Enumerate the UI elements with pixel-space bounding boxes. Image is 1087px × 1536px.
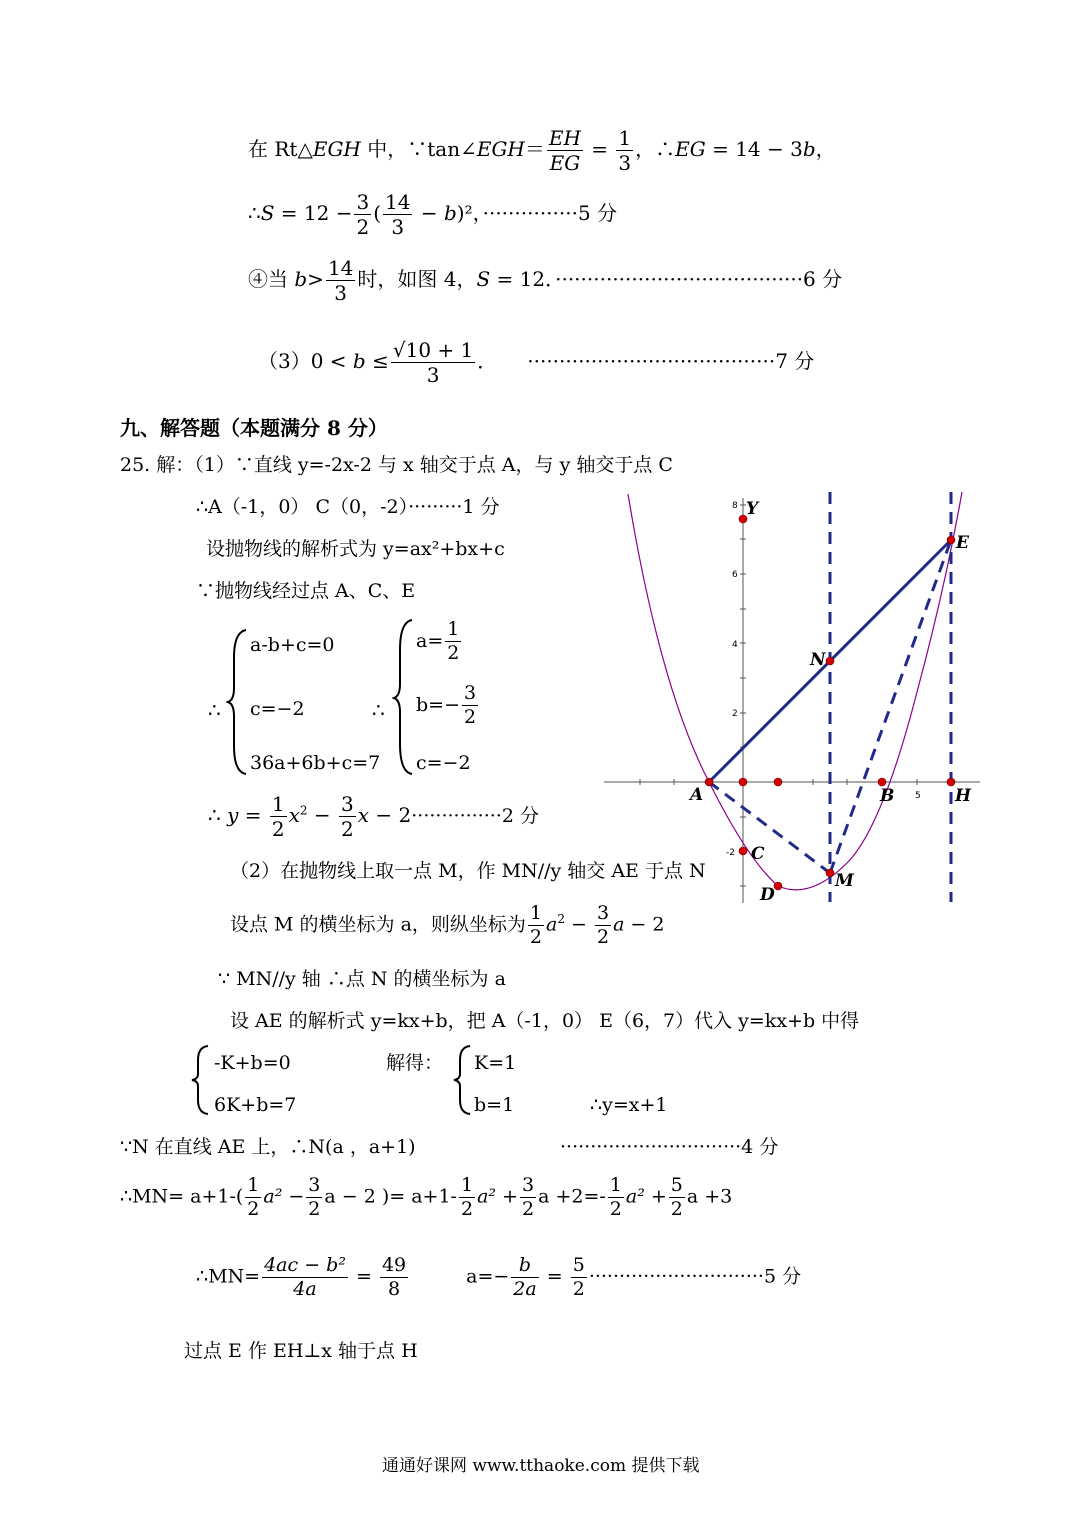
point-x1	[774, 778, 782, 786]
fraction	[608, 1176, 624, 1219]
numerator: 3	[596, 902, 610, 924]
denominator: EG	[549, 151, 581, 175]
numerator: 5	[670, 1174, 683, 1196]
numerator: 3	[521, 1174, 535, 1196]
denominator: 4a	[293, 1278, 317, 1300]
score: ·······································6 分	[555, 267, 843, 291]
text: =	[584, 137, 615, 161]
text: ＝	[524, 137, 545, 161]
fraction	[462, 684, 478, 727]
numerator: √10 + 1	[392, 338, 474, 362]
text: −	[414, 201, 444, 225]
label-D: D	[760, 885, 775, 905]
brace-3	[190, 1044, 212, 1116]
numerator: 1	[271, 792, 285, 816]
part2-M	[230, 904, 664, 947]
label-Y: Y	[746, 499, 759, 519]
sys4-eq2: b=1	[474, 1094, 515, 1116]
text: >	[307, 267, 324, 291]
numerator: 1	[609, 1174, 622, 1196]
label-E: E	[956, 533, 969, 553]
tick-label-ym2: -2	[726, 848, 735, 858]
text: a − 2 )= a+1-	[324, 1185, 457, 1208]
denominator: 2	[271, 817, 285, 841]
numerator: 14	[327, 256, 354, 280]
text: a +3	[686, 1185, 733, 1208]
N-on-AE: ∵N 在直线 AE 上，∴N(a ，a+1)	[120, 1136, 416, 1158]
score: ···············5 分	[482, 201, 618, 225]
label-A: A	[690, 785, 704, 805]
numerator: 1	[460, 1174, 474, 1196]
point-H	[947, 778, 955, 786]
sys1-prefix: ∴	[208, 698, 221, 722]
text: a=−	[466, 1265, 510, 1288]
numerator: 1	[529, 902, 542, 924]
text: EGH	[476, 137, 525, 161]
text: b=−	[416, 694, 461, 716]
text: b	[294, 267, 308, 291]
text: b	[352, 349, 366, 373]
sys2-a	[416, 620, 463, 663]
score: ···············2 分	[411, 805, 539, 827]
fraction	[571, 1256, 587, 1299]
q25-through: ∵抛物线经过点 A、C、E	[196, 580, 416, 602]
text: =	[540, 1265, 569, 1288]
text: )²，	[456, 201, 483, 225]
numerator: 3	[356, 190, 370, 214]
denominator: 2	[670, 1198, 683, 1220]
text: 设点 M 的横坐标为 a，则纵坐标为	[230, 913, 526, 936]
text: ∴MN=	[196, 1265, 261, 1288]
text: S	[476, 267, 491, 291]
fraction	[245, 1176, 261, 1219]
denominator: 2	[356, 215, 370, 239]
text: ，∴	[635, 137, 676, 161]
text: S	[260, 201, 275, 225]
parabola-equation	[208, 794, 539, 839]
label-N: N	[810, 650, 826, 670]
text: EG	[675, 137, 706, 161]
fraction	[306, 1176, 322, 1219]
brace-1	[226, 628, 250, 776]
text: （3）0 <	[258, 349, 353, 373]
point-E	[947, 536, 955, 544]
fraction	[326, 258, 355, 303]
fraction	[262, 1256, 348, 1299]
N-score: ······························4 分	[560, 1136, 779, 1158]
fraction	[391, 340, 475, 385]
fraction	[520, 1176, 536, 1219]
MN-max	[196, 1256, 801, 1299]
text: EGH	[312, 137, 361, 161]
denominator: 8	[387, 1278, 401, 1300]
tick-label-y8: 8	[732, 501, 738, 511]
fraction	[270, 794, 287, 839]
numerator: 1	[447, 618, 460, 640]
denominator: 3	[391, 215, 405, 239]
sys1-eq1: a-b+c=0	[250, 634, 335, 656]
footer: 通通好课网 www.tthaoke.com 提供下载	[382, 1456, 700, 1476]
parabola-curve	[628, 492, 962, 890]
denominator: 2a	[513, 1278, 537, 1300]
label-C: C	[751, 844, 765, 864]
point-O	[739, 778, 747, 786]
fraction	[528, 904, 544, 947]
sys3-eq2: 6K+b=7	[214, 1094, 297, 1116]
tick-label-x5: 5	[915, 791, 921, 801]
score: ·······································7 分	[527, 349, 815, 373]
text: = 14 − 3	[705, 137, 803, 161]
denominator: 2	[460, 1198, 474, 1220]
sys2-b	[416, 684, 480, 727]
text: b	[443, 201, 457, 225]
text: a +2=-	[538, 1185, 606, 1208]
solve-label: 解得：	[386, 1052, 444, 1074]
fraction	[511, 1256, 538, 1299]
text: y	[227, 803, 239, 827]
numerator: 3	[464, 682, 477, 704]
text: a	[546, 913, 558, 936]
point-D	[774, 882, 782, 890]
sys2-prefix: ∴	[372, 698, 385, 722]
numerator: 3	[308, 1174, 321, 1196]
text: a² −	[263, 1185, 305, 1208]
line-AE-result: ∴y=x+1	[590, 1094, 668, 1116]
text: b	[802, 137, 816, 161]
label-B: B	[880, 786, 895, 806]
denominator: 2	[529, 926, 542, 948]
fraction	[547, 128, 583, 173]
point-N	[826, 657, 834, 665]
line-tan	[248, 128, 836, 173]
denominator: 3	[618, 151, 632, 175]
denominator: 2	[609, 1198, 622, 1220]
sys2-c: c=−2	[416, 752, 471, 774]
text: a=	[416, 630, 444, 652]
denominator: 3	[334, 281, 348, 305]
label-M: M	[835, 871, 854, 891]
fraction	[459, 1176, 475, 1219]
q25-intro: 25. 解：（1）∵直线 y=-2x-2 与 x 轴交于点 A，与 y 轴交于点 C	[120, 454, 673, 476]
denominator: 2	[308, 1198, 321, 1220]
text: ，	[815, 137, 836, 161]
last-line: 过点 E 作 EH⊥x 轴于点 H	[184, 1340, 418, 1362]
denominator: 2	[247, 1198, 260, 1220]
numerator: 5	[572, 1254, 585, 1276]
text: x	[288, 803, 300, 827]
brace-2	[392, 618, 416, 776]
text: ④当	[248, 267, 295, 291]
coordinate-figure	[600, 488, 990, 908]
line-part3	[258, 340, 814, 385]
fraction	[339, 794, 356, 839]
denominator: 2	[521, 1198, 535, 1220]
part2-AE: 设 AE 的解析式 y=kx+b，把 A（-1，0） E（6，7）代入 y=kx+b 中得	[230, 1010, 860, 1032]
text: a² +	[477, 1185, 518, 1208]
fraction	[380, 1256, 408, 1299]
numerator: 3	[341, 792, 354, 816]
line-case4	[248, 258, 842, 303]
text: (	[373, 201, 382, 225]
dashed-line-AM	[709, 782, 830, 873]
text: a	[613, 913, 625, 936]
fraction	[383, 192, 412, 237]
fraction	[595, 904, 611, 947]
text: 中，∵tan∠	[360, 137, 477, 161]
exponent: 2	[299, 803, 308, 818]
denominator: 2	[572, 1278, 585, 1300]
sys1-eq2: c=−2	[250, 698, 305, 720]
text: ．	[477, 349, 498, 373]
numerator: 14	[385, 190, 411, 214]
denominator: 2	[447, 642, 460, 664]
text: = 12 −	[274, 201, 353, 225]
q25-setup: 设抛物线的解析式为 y=ax²+bx+c	[206, 538, 505, 560]
sys3-eq1: -K+b=0	[214, 1052, 291, 1074]
denominator: 3	[426, 363, 440, 387]
exponent: 2	[557, 912, 565, 927]
text: 在 Rt△	[248, 137, 313, 161]
label-H: H	[955, 786, 972, 806]
dashed-line-ME	[830, 540, 951, 873]
text: − 2	[624, 913, 665, 936]
denominator: 2	[464, 706, 477, 728]
numerator: EH	[548, 126, 581, 150]
point-B	[878, 778, 886, 786]
text: 时，如图 4，	[357, 267, 477, 291]
tick-label-y2: 2	[732, 709, 738, 719]
tick-label-y4: 4	[732, 640, 738, 650]
numerator: 1	[618, 126, 632, 150]
numerator: 49	[381, 1254, 407, 1276]
fraction	[445, 620, 461, 663]
text: −	[307, 803, 338, 827]
text: ∴MN= a+1-(	[120, 1185, 244, 1208]
tick-label-y6: 6	[732, 570, 738, 580]
text: =	[349, 1265, 378, 1288]
denominator: 2	[341, 817, 354, 841]
sys4-eq1: K=1	[474, 1052, 517, 1074]
denominator: 2	[596, 926, 610, 948]
part2-intro: （2）在抛物线上取一点 M，作 MN//y 轴交 AE 于点 N	[230, 860, 706, 882]
numerator: 1	[247, 1174, 260, 1196]
point-A	[705, 778, 713, 786]
text: x	[357, 803, 370, 827]
text: −	[564, 913, 593, 936]
section-heading: 九、解答题（本题满分 8 分）	[120, 416, 388, 440]
part2-N-x: ∵ MN//y 轴 ∴点 N 的横坐标为 a	[218, 968, 506, 990]
text: =	[238, 803, 268, 827]
fraction	[354, 192, 371, 237]
fraction	[616, 128, 633, 173]
text: a² +	[625, 1185, 667, 1208]
MN-expression	[120, 1176, 732, 1219]
numerator: 4ac − b²	[264, 1254, 346, 1276]
sys1-eq3: 36a+6b+c=7	[250, 752, 381, 774]
numerator: b	[511, 1256, 538, 1278]
text: ∴	[208, 803, 228, 827]
score: ·····························5 分	[588, 1265, 802, 1288]
point-C	[739, 847, 747, 855]
q25-points: ∴A（-1，0） C（0，-2）·········1 分	[196, 496, 500, 518]
text: ≤	[365, 349, 389, 373]
line-S	[248, 192, 617, 237]
text: ∴	[248, 201, 261, 225]
text: − 2	[369, 803, 412, 827]
fraction	[669, 1176, 685, 1219]
text: = 12．	[490, 267, 556, 291]
brace-4	[452, 1044, 474, 1116]
point-M	[826, 869, 834, 877]
